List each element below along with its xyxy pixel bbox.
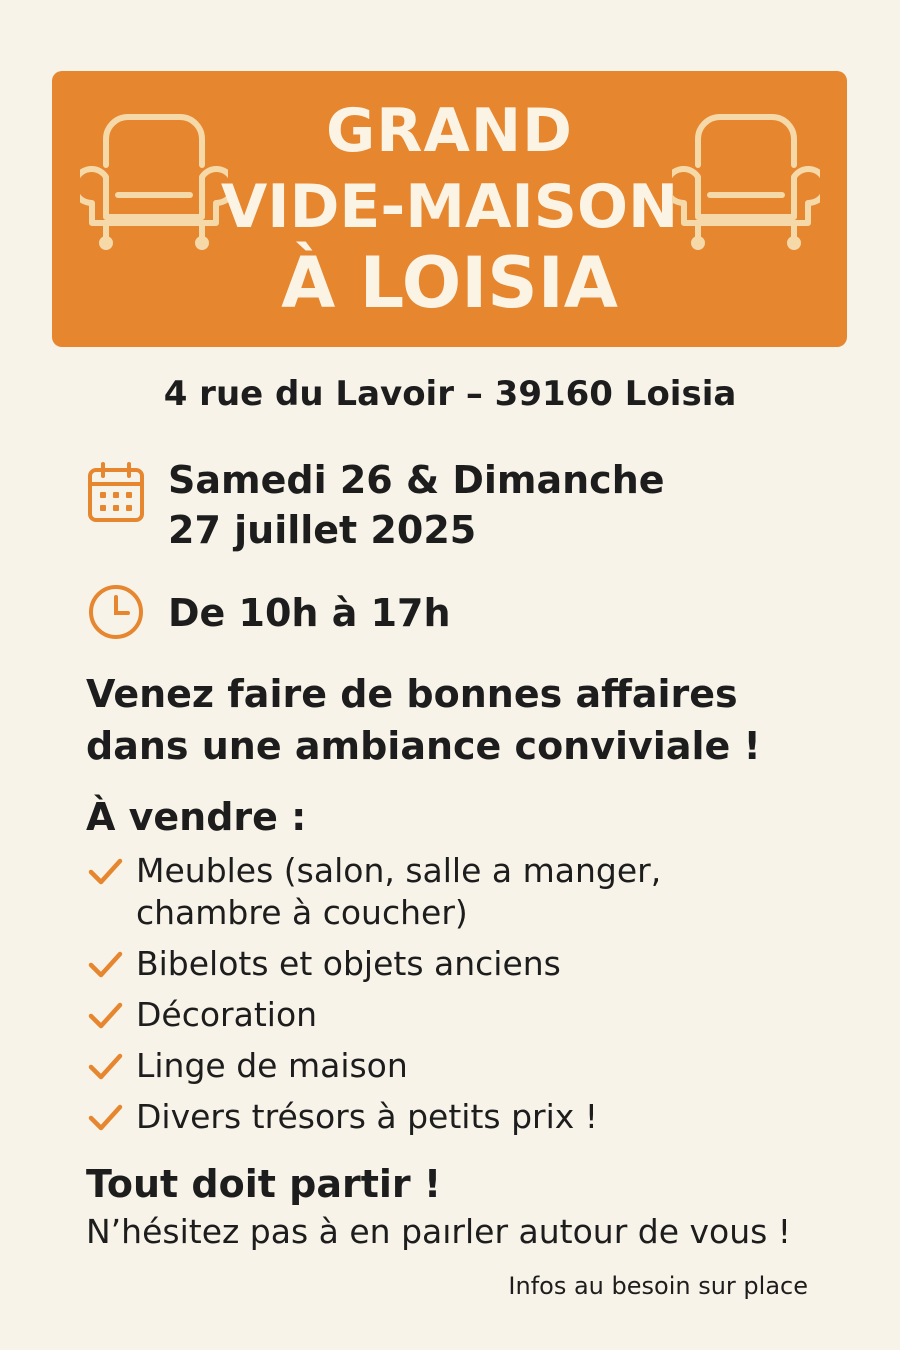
item-text: Divers trésors à petits prix ! [136, 1097, 598, 1136]
list-item [86, 1045, 846, 1087]
item-text-cont: chambre à coucher) [136, 893, 468, 932]
armchair-icon [672, 107, 820, 252]
tagline-line-1: Venez faire de bonnes affaires [86, 672, 738, 716]
calendar-icon [86, 460, 146, 524]
checkmark-icon [86, 1098, 124, 1136]
opening-hours: De 10h à 17h [168, 591, 451, 635]
item-text: Bibelots et objets anciens [136, 944, 561, 983]
title-banner [52, 71, 847, 347]
banner-line-1: GRAND [326, 96, 573, 166]
info-note: Infos au besoin sur place [508, 1272, 808, 1300]
item-text: Meubles (salon, salle a manger, [136, 851, 662, 890]
list-item [86, 850, 846, 934]
for-sale-heading: À vendre : [86, 795, 307, 839]
closing-headline: Tout doit partir ! [86, 1162, 442, 1206]
checkmark-icon [86, 996, 124, 1034]
tagline [86, 668, 866, 772]
share-message: N’hésitez pas à en paırler autour de vous ! [86, 1212, 792, 1251]
list-item [86, 994, 846, 1036]
item-text: Décoration [136, 995, 318, 1034]
banner-line-3: À LOISIA [281, 242, 618, 324]
checkmark-icon [86, 945, 124, 983]
list-item [86, 1096, 846, 1138]
date-line-2: 27 juillet 2025 [168, 508, 477, 552]
item-text: Linge de maison [136, 1046, 408, 1085]
clock-icon [86, 582, 146, 642]
address: 4 rue du Lavoir – 39160 Loisia [163, 374, 737, 414]
event-dates [168, 455, 665, 555]
tagline-line-2: dans une ambiance conviviale ! [86, 724, 761, 768]
checkmark-icon [86, 852, 124, 890]
checkmark-icon [86, 1047, 124, 1085]
for-sale-list [86, 850, 846, 1147]
list-item [86, 943, 846, 985]
banner-line-2: VIDE-MAISON [220, 172, 679, 242]
date-line-1: Samedi 26 & Dimanche [168, 458, 665, 502]
